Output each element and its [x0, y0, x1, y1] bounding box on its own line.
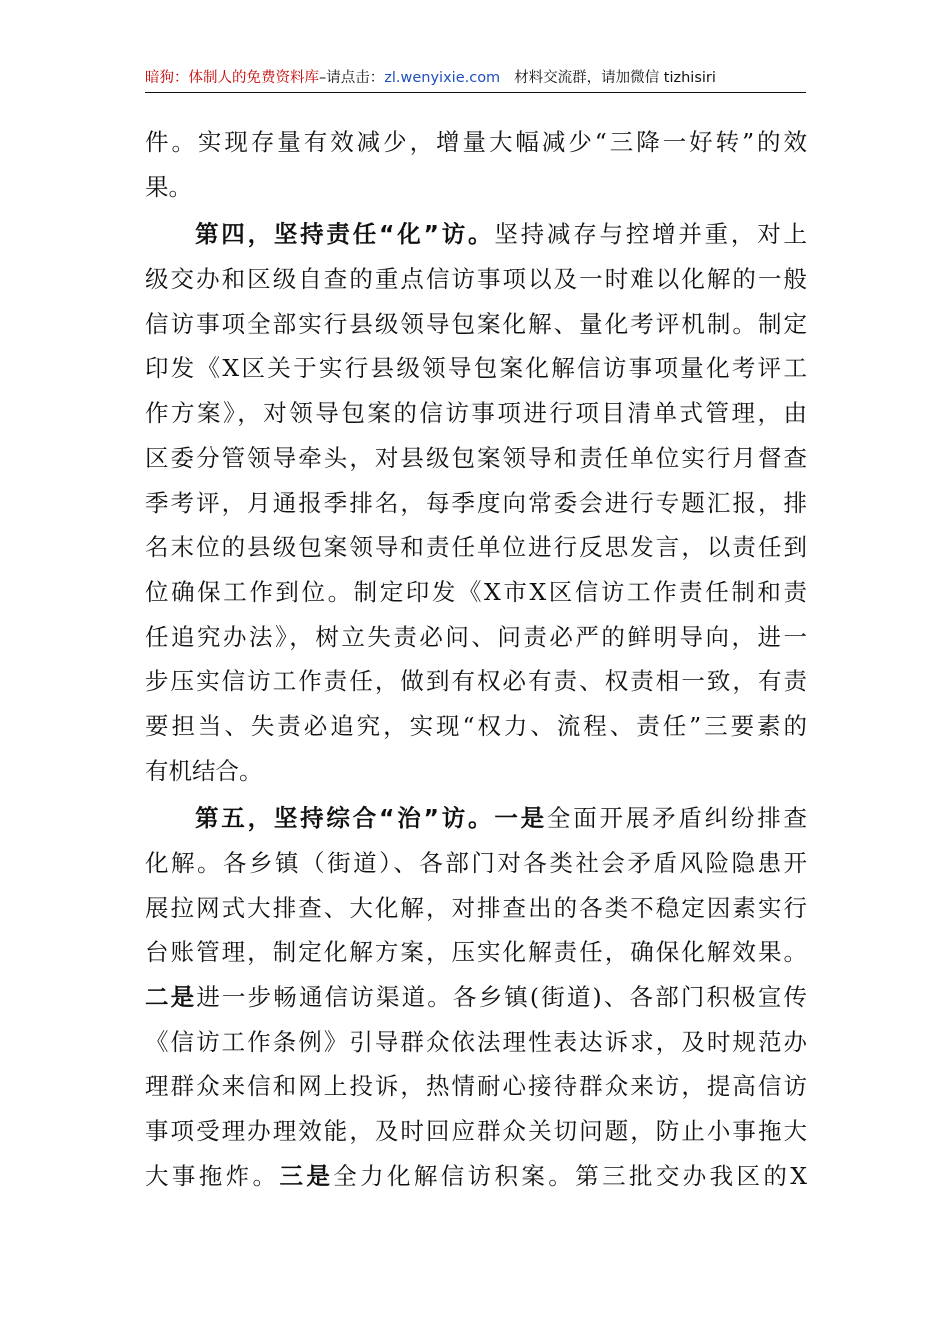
text-line: 任追究办法》，树立失责必问、问责必严的鲜明导向，进一	[145, 622, 807, 651]
header-divider	[145, 92, 806, 93]
page-header	[145, 66, 806, 90]
text-line: 大事拖炸。三是全力化解信访积案。第三批交办我区的X	[145, 1161, 808, 1190]
section-heading: 第四，坚持责任“化”访。	[195, 220, 495, 249]
text-line: 事项受理办理效能，及时回应群众关切问题，防止小事拖大	[145, 1117, 807, 1146]
text-line: 名末位的县级包案领导和责任单位进行反思发言，以责任到	[145, 533, 807, 562]
text-line: 《信访工作条例》引导群众依法理性表达诉求，及时规范办	[145, 1027, 807, 1056]
text-line: 果。	[145, 172, 192, 201]
header-contact: 材料交流群，请加微信 tizhisiri	[514, 70, 716, 86]
text-line: 季考评，月通报季排名，每季度向常委会进行专题汇报，排	[145, 488, 807, 517]
paragraph-heading-line: 第五，坚持综合“治”访。一是全面开展矛盾纠纷排查	[195, 804, 808, 833]
text-line: 展拉网式大排查、大化解，对排查出的各类不稳定因素实行	[145, 893, 807, 922]
text-line: 印发《X区关于实行县级领导包案化解信访事项量化考评工	[145, 354, 807, 383]
header-prompt: –请点击：	[319, 70, 385, 86]
text-line: 理群众来信和网上投诉，热情耐心接待群众来访，提高信访	[145, 1072, 807, 1101]
item-marker: 二是	[145, 983, 197, 1012]
text-line: 信访事项全部实行县级领导包案化解、量化考评机制。制定	[145, 309, 807, 338]
text-line: 件。实现存量有效减少，增量大幅减少“三降一好转”的效	[145, 128, 807, 156]
item-marker: 三是	[279, 1161, 334, 1190]
text-line: 区委分管领导牵头，对县级包案领导和责任单位实行月督查	[145, 443, 807, 472]
text-line: 步压实信访工作责任，做到有权必有责、权责相一致，有责	[145, 667, 807, 696]
text-line: 要担当、失责必追究，实现“权力、流程、责任”三要素的	[145, 711, 807, 740]
text-line: 台账管理，制定化解方案，压实化解责任，确保化解效果。	[145, 938, 807, 967]
text-line: 级交办和区级自查的重点信访事项以及一时难以化解的一般	[145, 265, 807, 294]
section-heading: 第五，坚持综合“治”访。一是	[195, 804, 547, 833]
document-body	[145, 120, 807, 1199]
header-link[interactable]: zl.wenyixie.com	[384, 70, 501, 86]
paragraph-heading-line: 第四，坚持责任“化”访。坚持减存与控增并重，对上	[195, 220, 808, 249]
text-line: 二是进一步畅通信访渠道。各乡镇(街道)、各部门积极宣传	[145, 983, 808, 1012]
text-line: 作方案》，对领导包案的信访事项进行项目清单式管理，由	[145, 399, 807, 428]
text-line: 位确保工作到位。制定印发《X市X区信访工作责任制和责	[145, 577, 807, 606]
text-line: 有机结合。	[145, 756, 263, 785]
header-brand: 暗狗：体制人的免费资料库	[145, 70, 319, 86]
text-line: 化解。各乡镇（街道）、各部门对各类社会矛盾风险隐患开	[145, 849, 807, 877]
